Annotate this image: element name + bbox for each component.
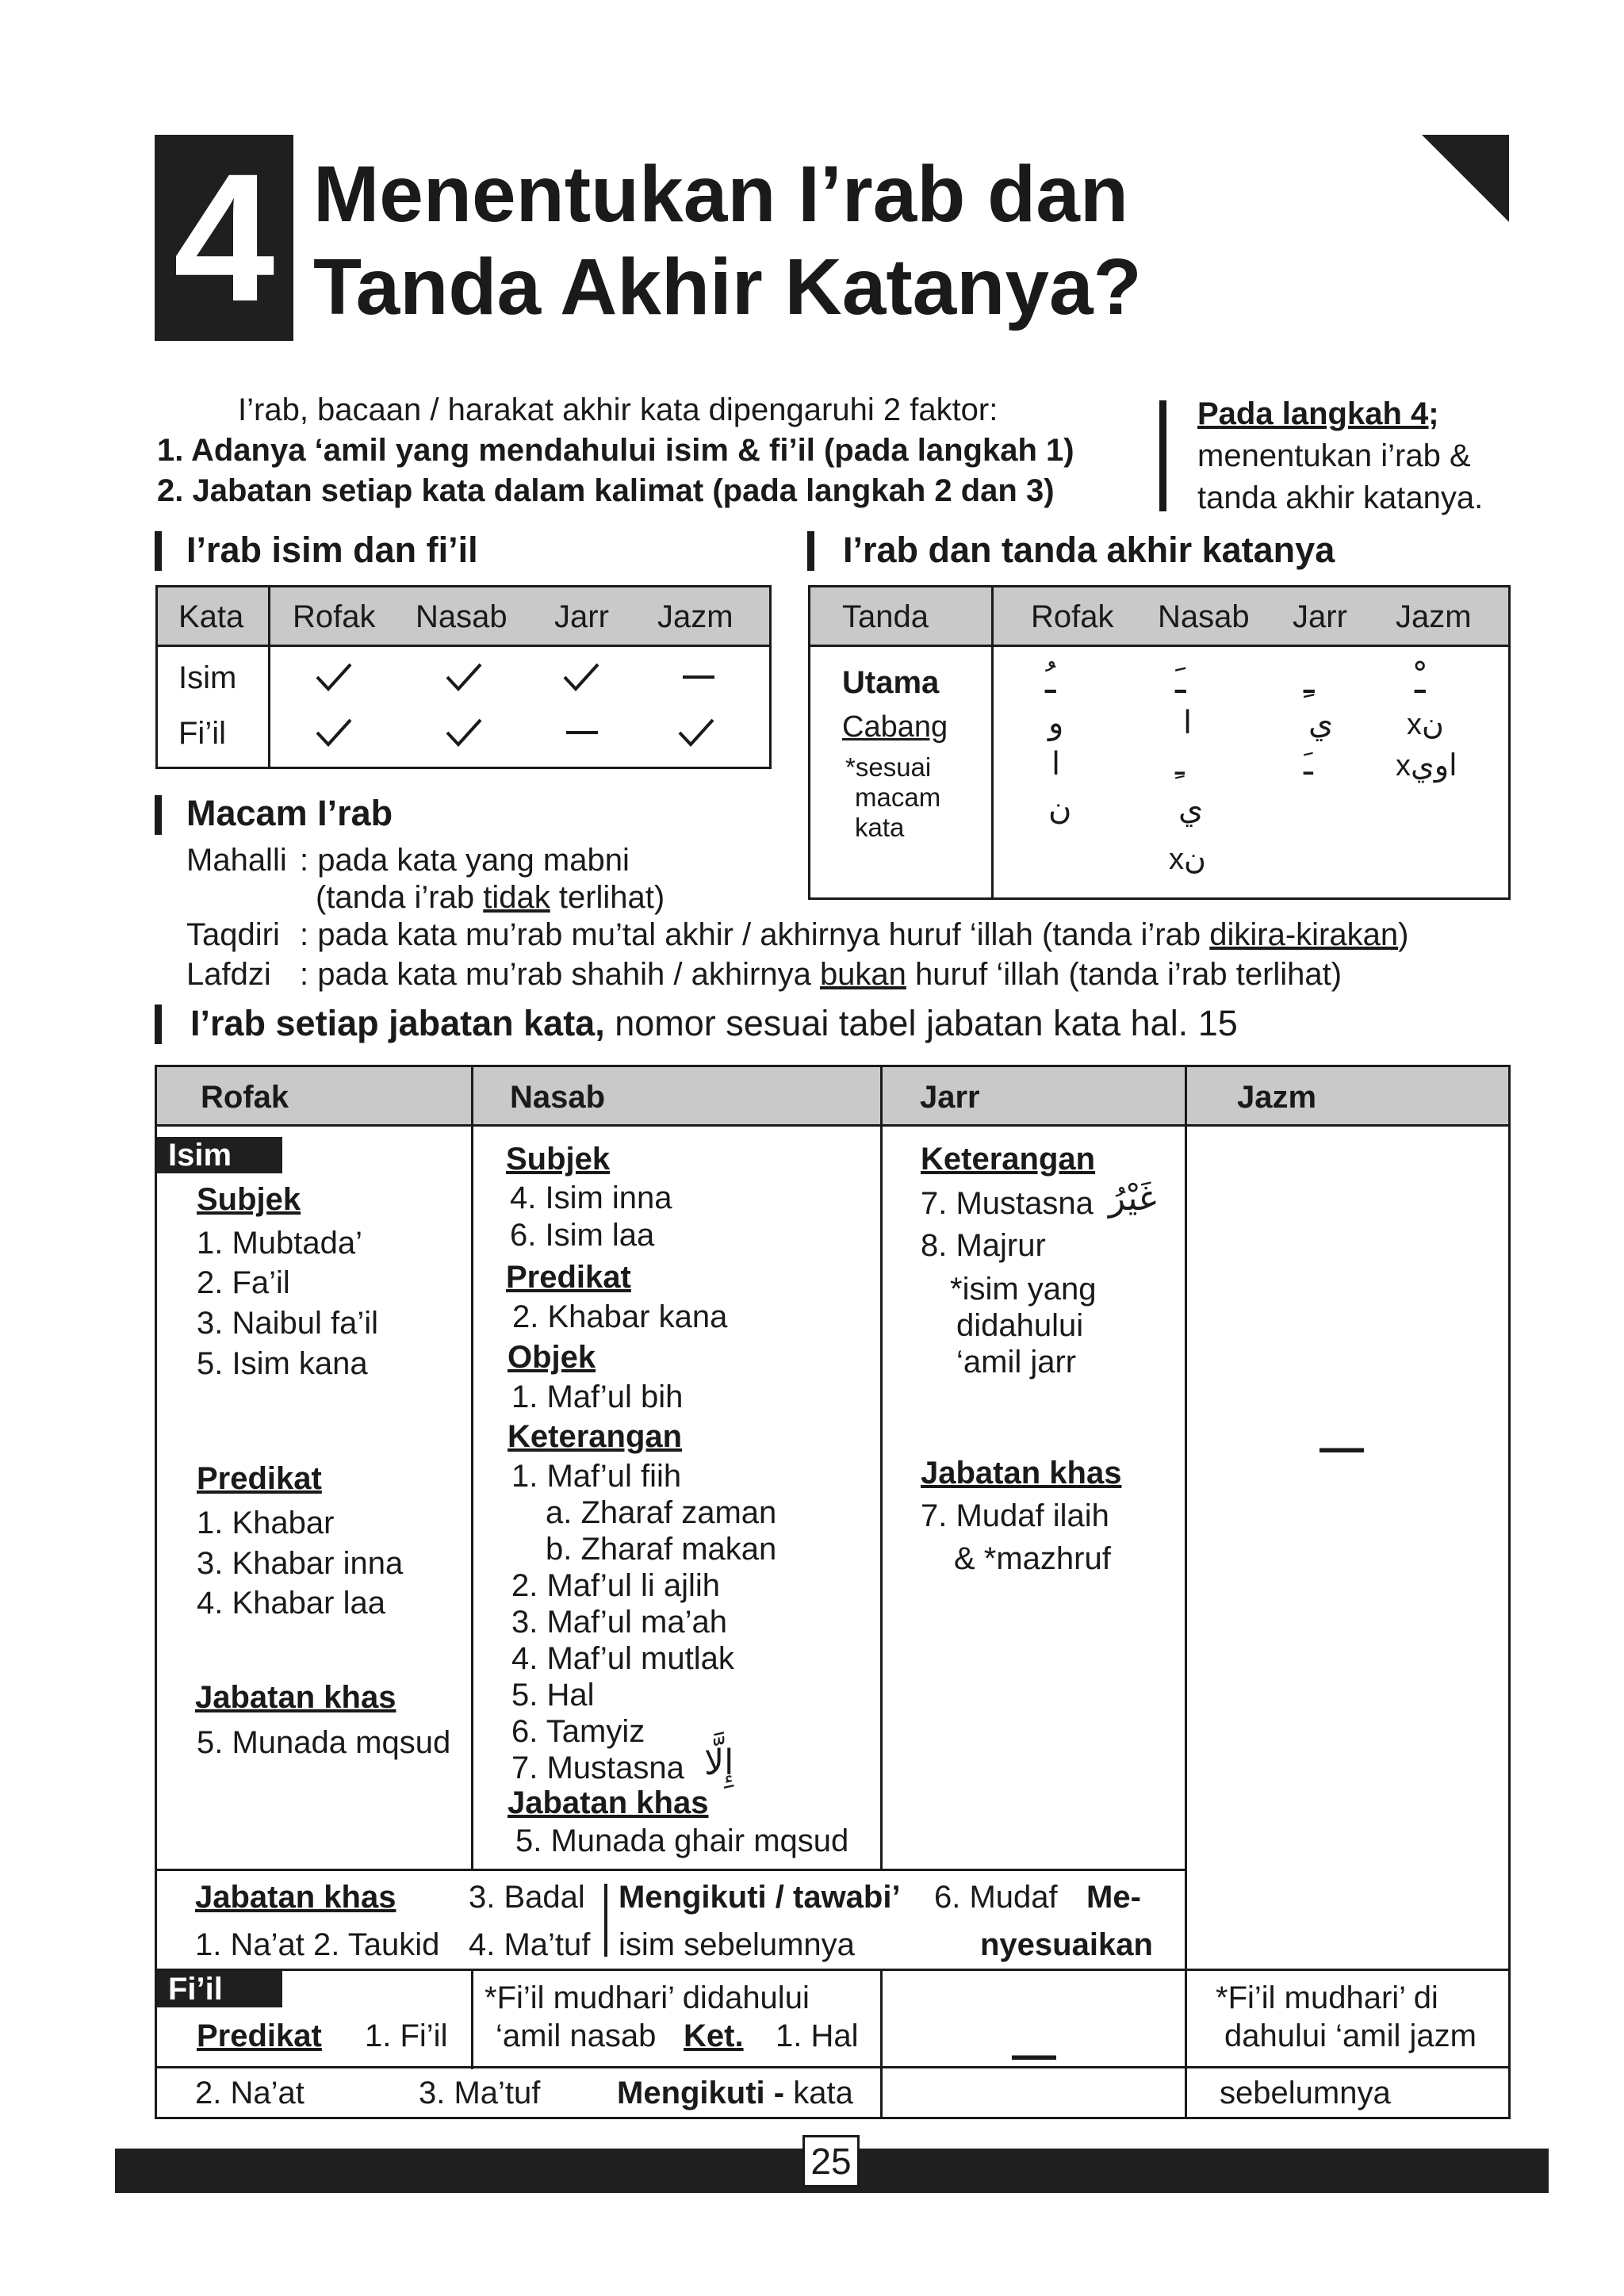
nasab-khas-heading: Jabatan khas (508, 1785, 709, 1820)
isim-label: Isim (157, 1137, 282, 1173)
fiil-mengikuti: Mengikuti - kata (617, 2076, 853, 2110)
column-divider (268, 587, 270, 767)
list-item: 4. Maf’ul mutlak (511, 1641, 734, 1676)
fiil-jazm-note: *Fi’il mudhari’ di (1216, 1980, 1438, 2015)
harakat-dhammah: ـُ (1045, 659, 1056, 702)
intro-line1: 1. Adanya ‘amil yang mendahului isim & fi’il (pada langkah 1) (157, 433, 1074, 468)
jabatan-table (155, 1065, 1511, 2119)
bottom-menyesuaikan: nyesuaikan (980, 1927, 1153, 1962)
row-divider (157, 2066, 1508, 2068)
jazm-isim-dash: — (1320, 1422, 1364, 1471)
rofak-cabang: ا (1051, 746, 1061, 783)
bottom-mengikuti: Mengikuti / tawabi’ (619, 1880, 901, 1915)
section-bar (155, 1004, 162, 1044)
bottom-badal: 3. Badal (469, 1880, 585, 1915)
harakat-fathah: ـَ (1175, 659, 1186, 702)
nasab-subjek-heading: Subjek (506, 1142, 611, 1177)
list-item: & *mazhruf (954, 1541, 1111, 1576)
column-header: Nasab (1158, 599, 1250, 634)
chapter-number: 4 (155, 135, 293, 341)
column-header: Jarr (920, 1080, 980, 1115)
intro-line0: I’rab, bacaan / harakat akhir kata dipengaruhi 2 faktor: (238, 392, 998, 427)
dash-icon (683, 675, 714, 679)
mahalli-label: Mahalli (186, 843, 287, 878)
nasab-keterangan-heading: Keterangan (508, 1419, 683, 1454)
taqdiri-label: Taqdiri (186, 917, 280, 952)
list-item: 1. Maf’ul fiih (511, 1459, 682, 1494)
fiil-hal: 1. Hal (776, 2019, 859, 2053)
bottom-mudaf: 6. Mudaf (934, 1880, 1058, 1915)
column-header: Jazm (1396, 599, 1472, 634)
lafdzi-text: : pada kata mu’rab shahih / akhirnya bukan huruf ‘illah (tanda i’rab terlihat) (300, 957, 1342, 992)
side-title: Pada langkah 4; (1197, 396, 1439, 431)
utama-label: Utama (842, 665, 940, 700)
check-icon (677, 717, 715, 748)
list-item: 7. Mustasna (511, 1751, 684, 1785)
fiil-jarr-dash: — (1012, 2029, 1056, 2079)
bottom-matuf: 4. Ma’tuf (469, 1927, 591, 1962)
column-header: Tanda (842, 599, 929, 634)
column-header: Jarr (554, 599, 609, 634)
dash-icon (566, 731, 598, 734)
row-divider (157, 1869, 1185, 1871)
jarr-note: didahului (956, 1308, 1084, 1343)
rofak-cabang: و (1048, 705, 1064, 741)
fiil-matuf: 3. Ma’tuf (419, 2076, 541, 2110)
column-divider (880, 1971, 883, 2117)
bottom-khas-heading: Jabatan khas (195, 1880, 396, 1915)
list-item: 1. Mubtada’ (197, 1226, 363, 1261)
list-item: 2. Fa’il (197, 1265, 290, 1300)
list-item: 3. Naibul fa’il (197, 1306, 379, 1341)
list-item: 5. Munada mqsud (197, 1725, 451, 1760)
jarr-keterangan-heading: Keterangan (921, 1142, 1096, 1177)
bottom-menyesuaikan: Me- (1086, 1880, 1141, 1915)
list-item: 8. Majrur (921, 1228, 1046, 1263)
list-item: 7. Mudaf ilaih (921, 1498, 1109, 1533)
section-heading-jabatan: I’rab setiap jabatan kata, nomor sesuai tabel jabatan kata hal. 15 (190, 1003, 1238, 1043)
column-divider (1185, 1067, 1187, 2117)
fiil-label: Fi’il (157, 1971, 282, 2007)
jazm-cabang: xن (1407, 708, 1444, 741)
jarr-cabang: ـَ (1304, 746, 1313, 783)
mahalli-text: : pada kata yang mabni (300, 843, 630, 878)
note-line: macam (855, 783, 941, 812)
nasab-cabang: xن (1169, 843, 1206, 876)
page-title-line1: Menentukan I’rab dan (313, 150, 1128, 239)
list-item: b. Zharaf makan (546, 1532, 777, 1567)
irab-isim-fiil-table (155, 585, 772, 769)
taqdiri-text: : pada kata mu’rab mu’tal akhir / akhirnya huruf ‘illah (tanda i’rab dikira-kirakan) (300, 917, 1409, 952)
section-bar (155, 531, 162, 571)
note-line: *sesuai (845, 752, 932, 782)
check-icon (315, 661, 353, 693)
jarr-khas-heading: Jabatan khas (921, 1456, 1122, 1490)
section-bar (807, 531, 814, 571)
nasab-predikat-heading: Predikat (506, 1260, 631, 1295)
cabang-label: Cabang (842, 710, 948, 744)
arabic-ghairu: غَيْرُ (1109, 1178, 1157, 1219)
column-header: Kata (178, 599, 244, 634)
note-line: kata (855, 813, 905, 842)
rofak-khas-heading: Jabatan khas (195, 1680, 396, 1715)
section-heading-irab-isim-fiil: I’rab isim dan fi’il (186, 530, 478, 570)
row-divider (157, 1969, 1508, 1971)
check-icon (315, 717, 353, 748)
list-item: 6. Isim laa (510, 1218, 655, 1253)
nasab-cabang: ـِ (1175, 746, 1185, 783)
fiil-naat: 2. Na’at (195, 2076, 304, 2110)
column-header: Rofak (1031, 599, 1114, 634)
section-bar (155, 795, 162, 835)
section-heading-macam-irab: Macam I’rab (186, 793, 393, 833)
check-icon (562, 661, 600, 693)
fiil-predikat-heading: Predikat (197, 2019, 322, 2053)
list-item: 5. Munada ghair mqsud (515, 1823, 849, 1858)
section-heading-irab-tanda: I’rab dan tanda akhir katanya (843, 530, 1335, 570)
list-item: 6. Tamyiz (511, 1714, 645, 1749)
sidebar-divider (1159, 400, 1166, 511)
fiil-nasab-note: ‘amil nasab (496, 2019, 657, 2053)
nasab-objek-heading: Objek (508, 1340, 596, 1375)
column-header: Nasab (510, 1080, 606, 1115)
intro-line2: 2. Jabatan setiap kata dalam kalimat (pada langkah 2 dan 3) (157, 473, 1055, 508)
fiil-nasab-note: *Fi’il mudhari’ didahului (485, 1980, 810, 2015)
column-header: Jarr (1293, 599, 1347, 634)
column-header: Jazm (657, 599, 733, 634)
check-icon (445, 717, 483, 748)
column-header: Jazm (1237, 1080, 1317, 1115)
rofak-predikat-heading: Predikat (197, 1461, 322, 1496)
list-item: 5. Isim kana (197, 1346, 368, 1381)
jazm-cabang: xاوي (1396, 749, 1457, 783)
arabic-illa: إِلَّا (704, 1743, 734, 1783)
nasab-cabang: ي (1178, 790, 1204, 827)
column-header: Rofak (201, 1080, 289, 1115)
list-item: 1. Khabar (197, 1506, 335, 1540)
rofak-cabang: ن (1048, 790, 1072, 827)
inline-divider (604, 1884, 607, 1957)
page-title-line2: Tanda Akhir Katanya? (313, 243, 1142, 331)
column-divider (880, 1067, 883, 1869)
row-label-fiil: Fi’il (178, 716, 226, 751)
jarr-cabang: ي (1308, 705, 1334, 741)
column-header: Nasab (416, 599, 508, 634)
bottom-naat-taukid: 1. Na’at 2. Taukid (195, 1927, 440, 1962)
fiil-item: 1. Fi’il (365, 2019, 448, 2053)
rofak-subjek-heading: Subjek (197, 1182, 301, 1217)
fiil-ket: Ket. (684, 2019, 744, 2053)
lafdzi-label: Lafdzi (186, 957, 271, 992)
side-line1: menentukan i’rab & (1197, 438, 1471, 473)
list-item: 2. Maf’ul li ajlih (511, 1568, 721, 1603)
jarr-note: ‘amil jarr (956, 1345, 1077, 1380)
list-item: a. Zharaf zaman (546, 1495, 777, 1530)
list-item: 2. Khabar kana (512, 1299, 728, 1334)
list-item: 1. Maf’ul bih (511, 1380, 684, 1414)
jarr-note: *isim yang (950, 1272, 1097, 1307)
row-label-isim: Isim (178, 660, 237, 695)
list-item: 4. Khabar laa (197, 1586, 385, 1621)
column-divider (991, 587, 994, 897)
list-item: 7. Mustasna (921, 1186, 1094, 1221)
nasab-cabang: ا (1183, 705, 1193, 741)
column-divider (471, 1067, 473, 1869)
list-item: 5. Hal (511, 1678, 595, 1712)
page-number: 25 (802, 2135, 860, 2187)
harakat-kasrah: ـِ (1304, 659, 1315, 702)
column-divider (471, 1971, 473, 2069)
check-icon (445, 661, 483, 693)
side-line2: tanda akhir katanya. (1197, 480, 1484, 515)
harakat-sukun: ـْ (1415, 659, 1426, 702)
fiil-jazm-note: dahului ‘amil jazm (1224, 2019, 1477, 2053)
list-item: 3. Maf’ul ma’ah (511, 1605, 727, 1640)
fiil-sebelumnya: sebelumnya (1220, 2076, 1391, 2110)
list-item: 4. Isim inna (510, 1181, 672, 1215)
list-item: 3. Khabar inna (197, 1546, 404, 1581)
bottom-isim-sebelumnya: isim sebelumnya (619, 1927, 855, 1962)
mahalli-text2: (tanda i’rab tidak terlihat) (316, 880, 665, 915)
corner-triangle-icon (1422, 135, 1509, 222)
column-header: Rofak (293, 599, 376, 634)
irab-tanda-table (808, 585, 1511, 900)
